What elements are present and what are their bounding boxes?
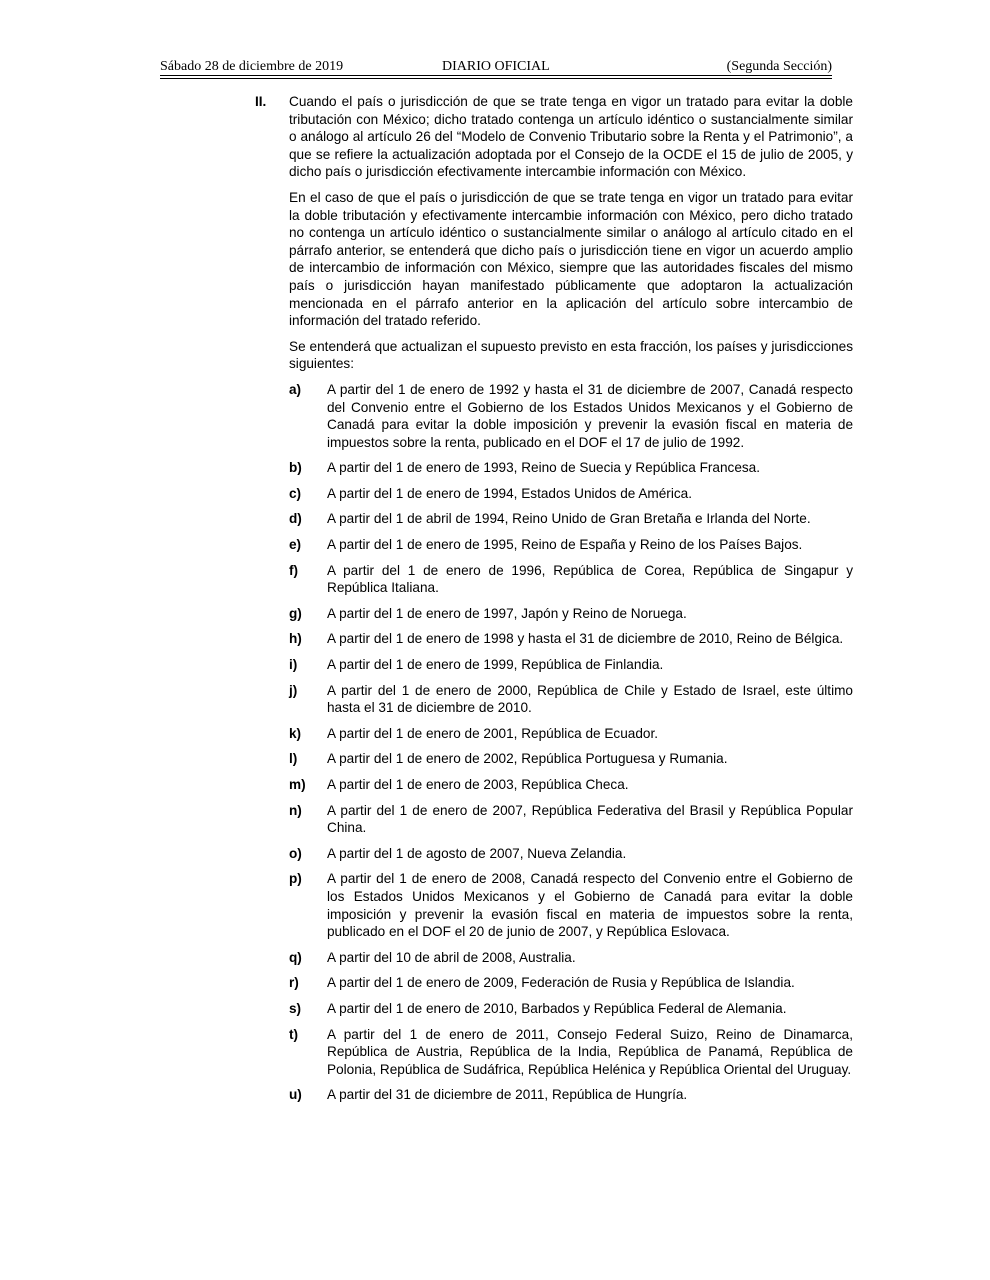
item-text: A partir del 1 de enero de 2010, Barbados y República Federal de Alemania. [327,1000,787,1016]
header-section: (Segunda Sección) [726,59,832,74]
item-letter: a) [289,381,302,397]
item-letter: k) [289,725,302,741]
header-rule-top [160,75,832,76]
list-item [289,750,853,768]
page-header [160,58,832,75]
item-text: A partir del 1 de enero de 2002, República Portuguesa y Rumania. [327,751,728,767]
item-letter: e) [289,537,302,553]
item-letter: m) [289,777,306,792]
item-letter: f) [289,562,299,578]
item-text: A partir del 1 de enero de 2009, Federación de Rusia y República de Islandia. [327,975,795,991]
item-text: A partir del 1 de enero de 1999, República de Finlandia. [327,657,664,673]
header-date: Sábado 28 de diciembre de 2019 [160,59,344,74]
list-item [289,656,853,674]
item-letter: h) [289,631,302,647]
item-text: A partir del 1 de enero de 1997, Japón y Reino de Noruega. [327,605,687,621]
item-text: A partir del 1 de enero de 1995, Reino de España y Reino de los Países Bajos. [327,537,803,553]
item-text: A partir del 1 de agosto de 2007, Nueva Zelandia. [327,845,627,861]
list-item [289,605,853,623]
list-item [289,1026,853,1079]
fraction-paragraph: Se entenderá que actualizan el supuesto previsto en esta fracción, los países y jurisdicciones siguientes: [289,338,853,372]
item-letter: l) [289,751,298,767]
list-item [289,870,853,940]
list-item [289,949,853,967]
item-letter: u) [289,1087,302,1103]
item-letter: t) [289,1026,299,1042]
item-text: A partir del 1 de enero de 2007, República Federativa del Brasil y República Popular China. [327,802,853,836]
fraction-number: II. [255,94,267,109]
item-text: A partir del 1 de enero de 1994, Estados Unidos de América. [327,485,692,501]
list-item [289,1000,853,1018]
item-text: A partir del 1 de enero de 2011, Consejo Federal Suizo, Reino de Dinamarca, República de Austria, República de la India, República de Panamá, República de Polonia, República de Sudáfrica, República Helénica y República Oriental del Uruguay. [327,1026,853,1077]
list-item [289,802,853,837]
fraction-ii [255,93,853,1104]
item-letter: s) [289,1000,302,1016]
item-letter: i) [289,657,298,673]
fraction-paragraph: Cuando el país o jurisdicción de que se trate tenga en vigor un tratado para evitar la doble tributación con México; dicho tratado contenga un artículo idéntico o sustancialmente similar o análogo al artículo 26 del “Modelo de Convenio Tributario sobre la Renta y el Patrimonio”, a que se refiere la actualización adoptada por el Consejo de la OCDE el 15 de julio de 2005, y dicho país o jurisdicción efectivamente intercambie información con México. [289,94,853,180]
header-publication-name: DIARIO OFICIAL [442,59,550,74]
list-item [289,459,853,477]
list-item [289,845,853,863]
list-item [289,510,853,528]
document-body [255,93,853,1112]
item-text: A partir del 1 de enero de 2001, República de Ecuador. [327,725,659,741]
item-letter: p) [289,871,302,887]
list-item [289,776,853,794]
item-text: A partir del 1 de enero de 2008, Canadá respecto del Convenio entre el Gobierno de los Estados Unidos Mexicanos y el Gobierno de Canadá para evitar la doble imposición y prevenir la evasión fiscal en materia de impuestos sobre la renta, publicado en el DOF el 20 de junio de 2007, y República Eslovaca. [327,871,853,940]
list-item [289,974,853,992]
item-text: A partir del 1 de enero de 2003, República Checa. [327,777,629,792]
list-item [289,725,853,743]
item-text: A partir del 1 de enero de 1998 y hasta el 31 de diciembre de 2010, Reino de Bélgica. [327,631,844,647]
jurisdiction-list [289,381,853,1104]
list-item [289,562,853,597]
item-letter: j) [289,682,298,698]
item-text: A partir del 1 de enero de 1993, Reino de Suecia y República Francesa. [327,460,761,476]
item-letter: o) [289,845,302,861]
list-item [289,630,853,648]
list-item [289,485,853,503]
item-letter: c) [289,485,302,501]
item-text: A partir del 1 de abril de 1994, Reino Unido de Gran Bretaña e Irlanda del Norte. [327,511,811,527]
item-letter: b) [289,460,302,476]
item-letter: q) [289,949,302,965]
list-item [289,682,853,717]
item-text: A partir del 1 de enero de 2000, República de Chile y Estado de Israel, este último hasta el 31 de diciembre de 2010. [327,682,853,716]
item-text: A partir del 10 de abril de 2008, Australia. [327,949,576,965]
item-text: A partir del 1 de enero de 1996, República de Corea, República de Singapur y República Italiana. [327,562,853,596]
list-item [289,381,853,451]
item-letter: n) [289,802,302,818]
fraction-paragraph: En el caso de que el país o jurisdicción de que se trate tenga en vigor un tratado para evitar la doble tributación y efectivamente intercambie información con México, pero dicho tratado no contenga un artículo idéntico o sustancialmente similar o análogo al artículo citado en el párrafo anterior, se entenderá que dicho país o jurisdicción tiene en vigor un acuerdo amplio de intercambio de información con México, siempre que las autoridades fiscales del mismo país o jurisdicción hayan manifestado públicamente que adoptaron la actualización mencionada en el párrafo anterior en la aplicación del artículo sobre intercambio de información del tratado referido. [289,189,853,329]
item-letter: r) [289,975,299,991]
header-rule-bottom [160,78,832,79]
item-text: A partir del 1 de enero de 1992 y hasta el 31 de diciembre de 2007, Canadá respecto del Convenio entre el Gobierno de los Estados Unidos Mexicanos y el Gobierno de Canadá para evitar la doble imposición y prevenir la evasión fiscal en materia de impuestos sobre la renta, publicado en el DOF el 17 de julio de 1992. [327,381,853,450]
list-item [289,536,853,554]
item-text: A partir del 31 de diciembre de 2011, República de Hungría. [327,1087,688,1103]
item-letter: g) [289,605,302,621]
item-letter: d) [289,511,302,527]
list-item [289,1086,853,1104]
